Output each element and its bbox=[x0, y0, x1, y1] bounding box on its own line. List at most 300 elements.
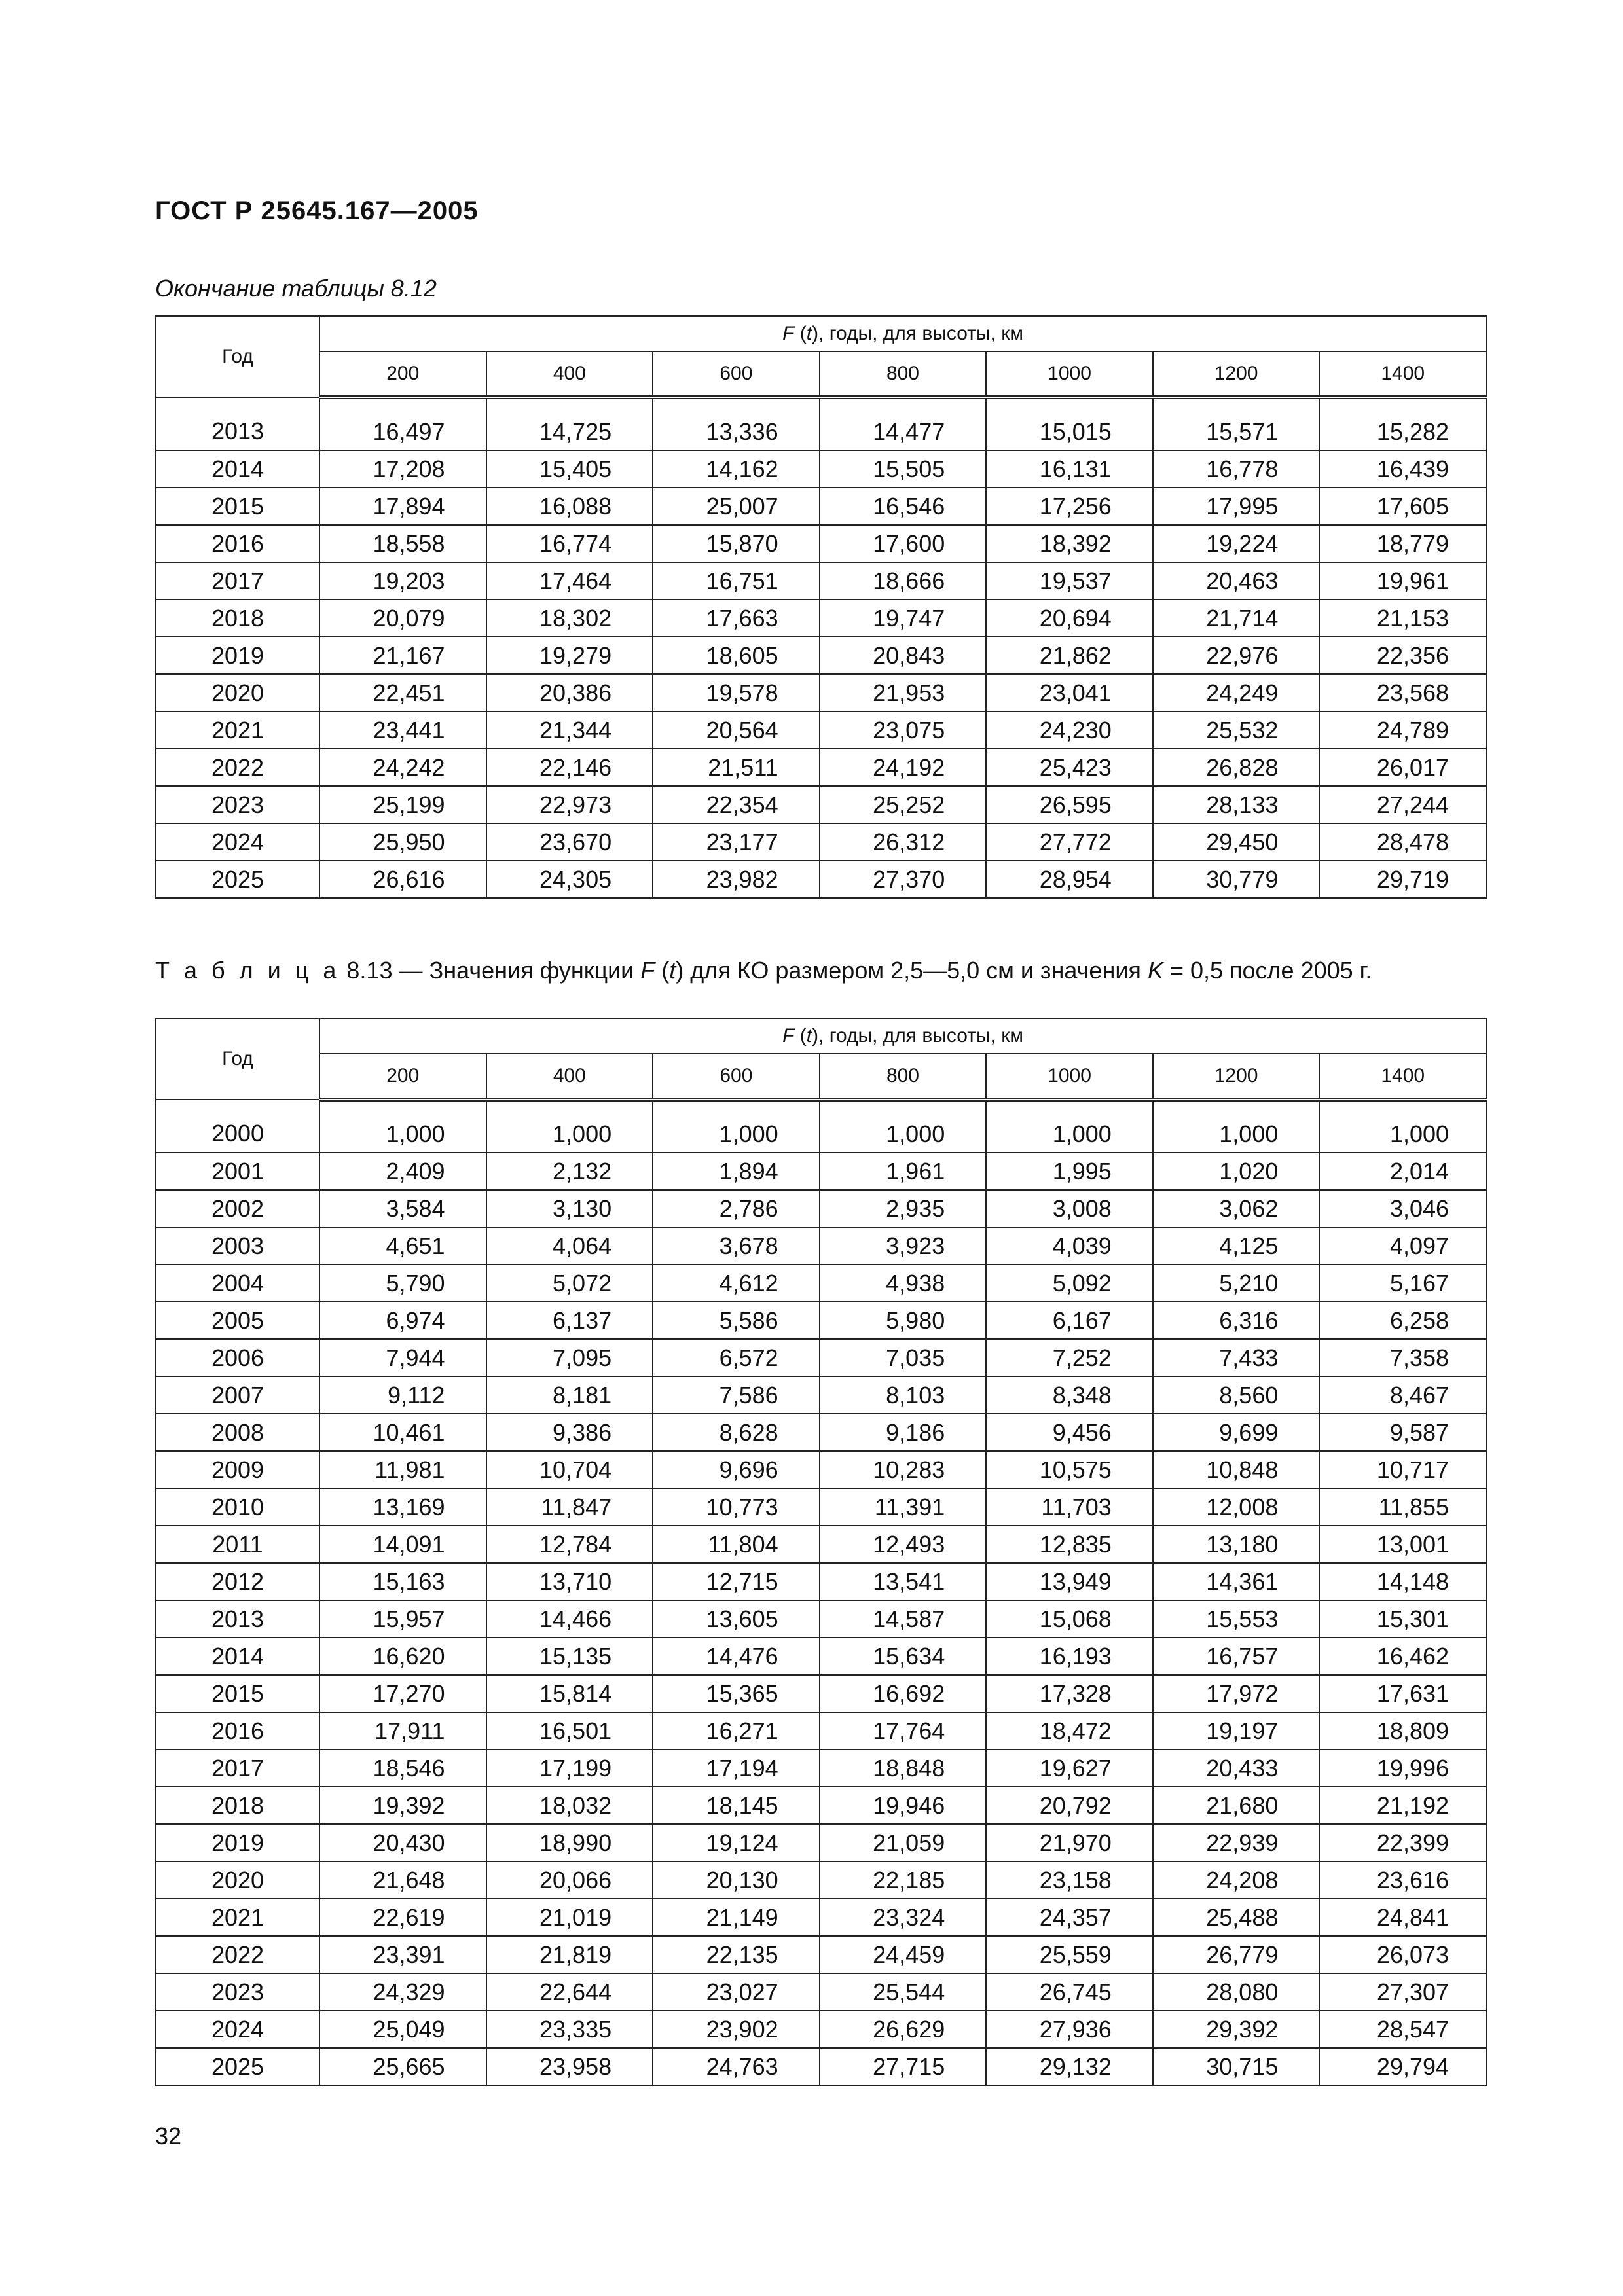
value-cell: 15,301 bbox=[1319, 1600, 1486, 1638]
value-cell: 22,135 bbox=[653, 1936, 820, 1973]
value-cell: 23,441 bbox=[319, 711, 486, 749]
value-cell: 29,392 bbox=[1153, 2011, 1320, 2048]
value-cell: 4,039 bbox=[986, 1227, 1153, 1265]
value-cell: 18,392 bbox=[986, 525, 1153, 562]
table-row bbox=[156, 1153, 1486, 1190]
table-row bbox=[156, 488, 1486, 525]
value-cell: 21,862 bbox=[986, 637, 1153, 674]
value-cell: 25,544 bbox=[820, 1973, 987, 2011]
value-cell: 24,230 bbox=[986, 711, 1153, 749]
value-cell: 20,430 bbox=[319, 1824, 486, 1861]
value-cell: 24,763 bbox=[653, 2048, 820, 2085]
value-cell: 26,073 bbox=[1319, 1936, 1486, 1973]
value-cell: 19,578 bbox=[653, 674, 820, 711]
value-cell: 1,000 bbox=[986, 1100, 1153, 1153]
value-cell: 25,252 bbox=[820, 786, 987, 823]
year-cell: 2000 bbox=[156, 1100, 319, 1153]
value-cell: 23,027 bbox=[653, 1973, 820, 2011]
value-cell: 15,957 bbox=[319, 1600, 486, 1638]
year-cell: 2001 bbox=[156, 1153, 319, 1190]
height-column-header: 800 bbox=[820, 351, 987, 397]
table-8-13-caption bbox=[155, 957, 1372, 984]
year-cell: 2018 bbox=[156, 600, 319, 637]
value-cell: 14,148 bbox=[1319, 1563, 1486, 1600]
value-cell: 15,405 bbox=[486, 450, 653, 488]
value-cell: 14,466 bbox=[486, 1600, 653, 1638]
value-cell: 26,616 bbox=[319, 861, 486, 898]
value-cell: 3,046 bbox=[1319, 1190, 1486, 1227]
value-cell: 19,203 bbox=[319, 562, 486, 600]
year-cell: 2020 bbox=[156, 1861, 319, 1899]
year-cell: 2017 bbox=[156, 562, 319, 600]
year-cell: 2010 bbox=[156, 1488, 319, 1526]
height-column-header: 600 bbox=[653, 1054, 820, 1100]
table-row bbox=[156, 711, 1486, 749]
value-cell: 16,546 bbox=[820, 488, 987, 525]
height-column-header: 400 bbox=[486, 351, 653, 397]
value-cell: 10,717 bbox=[1319, 1451, 1486, 1488]
value-cell: 18,605 bbox=[653, 637, 820, 674]
value-cell: 11,804 bbox=[653, 1526, 820, 1563]
value-cell: 14,361 bbox=[1153, 1563, 1320, 1600]
value-cell: 17,631 bbox=[1319, 1675, 1486, 1712]
value-cell: 20,079 bbox=[319, 600, 486, 637]
value-cell: 12,493 bbox=[820, 1526, 987, 1563]
value-cell: 25,559 bbox=[986, 1936, 1153, 1973]
value-cell: 16,692 bbox=[820, 1675, 987, 1712]
value-cell: 22,399 bbox=[1319, 1824, 1486, 1861]
year-column-header: Год bbox=[156, 316, 319, 397]
value-cell: 18,809 bbox=[1319, 1712, 1486, 1749]
value-cell: 21,648 bbox=[319, 1861, 486, 1899]
value-cell: 15,068 bbox=[986, 1600, 1153, 1638]
value-cell: 23,616 bbox=[1319, 1861, 1486, 1899]
value-cell: 14,477 bbox=[820, 397, 987, 450]
value-cell: 12,715 bbox=[653, 1563, 820, 1600]
value-cell: 16,088 bbox=[486, 488, 653, 525]
value-cell: 17,600 bbox=[820, 525, 987, 562]
value-cell: 1,000 bbox=[319, 1100, 486, 1153]
value-cell: 20,066 bbox=[486, 1861, 653, 1899]
value-cell: 14,476 bbox=[653, 1638, 820, 1675]
year-cell: 2023 bbox=[156, 1973, 319, 2011]
value-cell: 26,017 bbox=[1319, 749, 1486, 786]
height-column-header: 800 bbox=[820, 1054, 987, 1100]
value-cell: 22,451 bbox=[319, 674, 486, 711]
group-column-header bbox=[319, 316, 1486, 351]
value-cell: 17,194 bbox=[653, 1749, 820, 1787]
value-cell: 18,666 bbox=[820, 562, 987, 600]
value-cell: 17,464 bbox=[486, 562, 653, 600]
height-column-header: 200 bbox=[319, 1054, 486, 1100]
value-cell: 3,130 bbox=[486, 1190, 653, 1227]
value-cell: 7,433 bbox=[1153, 1339, 1320, 1376]
value-cell: 15,163 bbox=[319, 1563, 486, 1600]
value-cell: 16,751 bbox=[653, 562, 820, 600]
value-cell: 16,193 bbox=[986, 1638, 1153, 1675]
value-cell: 29,132 bbox=[986, 2048, 1153, 2085]
value-cell: 14,725 bbox=[486, 397, 653, 450]
value-cell: 3,584 bbox=[319, 1190, 486, 1227]
value-cell: 16,439 bbox=[1319, 450, 1486, 488]
value-cell: 21,167 bbox=[319, 637, 486, 674]
value-cell: 15,571 bbox=[1153, 397, 1320, 450]
value-cell: 27,307 bbox=[1319, 1973, 1486, 2011]
year-cell: 2021 bbox=[156, 1899, 319, 1936]
value-cell: 16,462 bbox=[1319, 1638, 1486, 1675]
value-cell: 1,000 bbox=[486, 1100, 653, 1153]
value-cell: 24,357 bbox=[986, 1899, 1153, 1936]
height-column-header: 200 bbox=[319, 351, 486, 397]
table-row bbox=[156, 2048, 1486, 2085]
value-cell: 20,792 bbox=[986, 1787, 1153, 1824]
value-cell: 26,312 bbox=[820, 823, 987, 861]
value-cell: 17,605 bbox=[1319, 488, 1486, 525]
value-cell: 2,935 bbox=[820, 1190, 987, 1227]
value-cell: 16,271 bbox=[653, 1712, 820, 1749]
value-cell: 15,553 bbox=[1153, 1600, 1320, 1638]
table-row bbox=[156, 861, 1486, 898]
value-cell: 15,634 bbox=[820, 1638, 987, 1675]
value-cell: 4,612 bbox=[653, 1265, 820, 1302]
value-cell: 21,714 bbox=[1153, 600, 1320, 637]
year-cell: 2022 bbox=[156, 749, 319, 786]
value-cell: 19,124 bbox=[653, 1824, 820, 1861]
value-cell: 19,627 bbox=[986, 1749, 1153, 1787]
height-column-header: 1400 bbox=[1319, 351, 1486, 397]
year-cell: 2016 bbox=[156, 525, 319, 562]
height-column-header: 1000 bbox=[986, 1054, 1153, 1100]
value-cell: 23,075 bbox=[820, 711, 987, 749]
table-row bbox=[156, 823, 1486, 861]
value-cell: 28,954 bbox=[986, 861, 1153, 898]
value-cell: 20,843 bbox=[820, 637, 987, 674]
year-cell: 2007 bbox=[156, 1376, 319, 1414]
document-header: ГОСТ Р 25645.167—2005 bbox=[155, 196, 479, 225]
year-cell: 2021 bbox=[156, 711, 319, 749]
table-row bbox=[156, 1861, 1486, 1899]
table-row bbox=[156, 749, 1486, 786]
value-cell: 25,423 bbox=[986, 749, 1153, 786]
table-row bbox=[156, 1451, 1486, 1488]
value-cell: 26,828 bbox=[1153, 749, 1320, 786]
table-row bbox=[156, 1302, 1486, 1339]
year-cell: 2022 bbox=[156, 1936, 319, 1973]
value-cell: 13,541 bbox=[820, 1563, 987, 1600]
group-header-text: F (t), годы, для высоты, км bbox=[782, 323, 1023, 344]
height-column-header: 1400 bbox=[1319, 1054, 1486, 1100]
table-row bbox=[156, 1265, 1486, 1302]
value-cell: 25,950 bbox=[319, 823, 486, 861]
value-cell: 13,710 bbox=[486, 1563, 653, 1600]
table-8-13-body bbox=[156, 1100, 1486, 2085]
table-row bbox=[156, 525, 1486, 562]
value-cell: 23,958 bbox=[486, 2048, 653, 2085]
value-cell: 5,167 bbox=[1319, 1265, 1486, 1302]
table-8-12-caption: Окончание таблицы 8.12 bbox=[155, 275, 437, 302]
value-cell: 6,167 bbox=[986, 1302, 1153, 1339]
value-cell: 4,651 bbox=[319, 1227, 486, 1265]
value-cell: 11,391 bbox=[820, 1488, 987, 1526]
value-cell: 22,644 bbox=[486, 1973, 653, 2011]
value-cell: 28,080 bbox=[1153, 1973, 1320, 2011]
year-cell: 2005 bbox=[156, 1302, 319, 1339]
value-cell: 18,546 bbox=[319, 1749, 486, 1787]
value-cell: 7,252 bbox=[986, 1339, 1153, 1376]
value-cell: 7,944 bbox=[319, 1339, 486, 1376]
value-cell: 17,256 bbox=[986, 488, 1153, 525]
value-cell: 8,348 bbox=[986, 1376, 1153, 1414]
year-cell: 2015 bbox=[156, 488, 319, 525]
value-cell: 18,990 bbox=[486, 1824, 653, 1861]
value-cell: 18,145 bbox=[653, 1787, 820, 1824]
value-cell: 1,894 bbox=[653, 1153, 820, 1190]
value-cell: 1,961 bbox=[820, 1153, 987, 1190]
value-cell: 9,456 bbox=[986, 1414, 1153, 1451]
year-cell: 2003 bbox=[156, 1227, 319, 1265]
value-cell: 26,595 bbox=[986, 786, 1153, 823]
value-cell: 8,467 bbox=[1319, 1376, 1486, 1414]
value-cell: 17,972 bbox=[1153, 1675, 1320, 1712]
value-cell: 24,841 bbox=[1319, 1899, 1486, 1936]
value-cell: 24,459 bbox=[820, 1936, 987, 1973]
value-cell: 22,976 bbox=[1153, 637, 1320, 674]
table-row bbox=[156, 637, 1486, 674]
value-cell: 20,564 bbox=[653, 711, 820, 749]
value-cell: 21,511 bbox=[653, 749, 820, 786]
table-row bbox=[156, 2011, 1486, 2048]
value-cell: 20,130 bbox=[653, 1861, 820, 1899]
value-cell: 13,001 bbox=[1319, 1526, 1486, 1563]
value-cell: 17,663 bbox=[653, 600, 820, 637]
value-cell: 30,715 bbox=[1153, 2048, 1320, 2085]
value-cell: 25,007 bbox=[653, 488, 820, 525]
value-cell: 7,035 bbox=[820, 1339, 987, 1376]
group-header-text: F (t), годы, для высоты, км bbox=[782, 1025, 1023, 1047]
value-cell: 23,902 bbox=[653, 2011, 820, 2048]
value-cell: 24,305 bbox=[486, 861, 653, 898]
value-cell: 27,370 bbox=[820, 861, 987, 898]
value-cell: 13,336 bbox=[653, 397, 820, 450]
value-cell: 20,463 bbox=[1153, 562, 1320, 600]
value-cell: 7,358 bbox=[1319, 1339, 1486, 1376]
value-cell: 9,696 bbox=[653, 1451, 820, 1488]
caption-text: 8.13 — Значения функции F (t) для КО размером 2,5—5,0 см и значения K = 0,5 после 2005 г. bbox=[340, 957, 1372, 984]
value-cell: 8,560 bbox=[1153, 1376, 1320, 1414]
table-row bbox=[156, 1600, 1486, 1638]
value-cell: 19,946 bbox=[820, 1787, 987, 1824]
value-cell: 1,000 bbox=[653, 1100, 820, 1153]
value-cell: 19,279 bbox=[486, 637, 653, 674]
height-column-header: 600 bbox=[653, 351, 820, 397]
value-cell: 5,072 bbox=[486, 1265, 653, 1302]
year-cell: 2004 bbox=[156, 1265, 319, 1302]
value-cell: 21,819 bbox=[486, 1936, 653, 1973]
group-column-header bbox=[319, 1018, 1486, 1054]
value-cell: 15,015 bbox=[986, 397, 1153, 450]
table-row bbox=[156, 1190, 1486, 1227]
value-cell: 21,953 bbox=[820, 674, 987, 711]
value-cell: 1,000 bbox=[1153, 1100, 1320, 1153]
value-cell: 5,980 bbox=[820, 1302, 987, 1339]
value-cell: 21,059 bbox=[820, 1824, 987, 1861]
height-column-header: 400 bbox=[486, 1054, 653, 1100]
value-cell: 26,629 bbox=[820, 2011, 987, 2048]
value-cell: 23,158 bbox=[986, 1861, 1153, 1899]
value-cell: 28,478 bbox=[1319, 823, 1486, 861]
value-cell: 19,537 bbox=[986, 562, 1153, 600]
year-cell: 2008 bbox=[156, 1414, 319, 1451]
table-row bbox=[156, 1227, 1486, 1265]
value-cell: 24,789 bbox=[1319, 711, 1486, 749]
value-cell: 9,386 bbox=[486, 1414, 653, 1451]
value-cell: 4,125 bbox=[1153, 1227, 1320, 1265]
value-cell: 25,488 bbox=[1153, 1899, 1320, 1936]
value-cell: 25,532 bbox=[1153, 711, 1320, 749]
table-row bbox=[156, 600, 1486, 637]
value-cell: 21,192 bbox=[1319, 1787, 1486, 1824]
value-cell: 15,870 bbox=[653, 525, 820, 562]
height-column-header: 1000 bbox=[986, 351, 1153, 397]
value-cell: 29,794 bbox=[1319, 2048, 1486, 2085]
value-cell: 20,433 bbox=[1153, 1749, 1320, 1787]
value-cell: 13,605 bbox=[653, 1600, 820, 1638]
value-cell: 26,745 bbox=[986, 1973, 1153, 2011]
value-cell: 3,062 bbox=[1153, 1190, 1320, 1227]
value-cell: 3,923 bbox=[820, 1227, 987, 1265]
value-cell: 28,547 bbox=[1319, 2011, 1486, 2048]
value-cell: 22,354 bbox=[653, 786, 820, 823]
value-cell: 19,197 bbox=[1153, 1712, 1320, 1749]
value-cell: 10,283 bbox=[820, 1451, 987, 1488]
year-cell: 2024 bbox=[156, 2011, 319, 2048]
year-cell: 2019 bbox=[156, 637, 319, 674]
value-cell: 10,461 bbox=[319, 1414, 486, 1451]
value-cell: 9,112 bbox=[319, 1376, 486, 1414]
table-row bbox=[156, 1675, 1486, 1712]
year-cell: 2024 bbox=[156, 823, 319, 861]
value-cell: 16,497 bbox=[319, 397, 486, 450]
value-cell: 23,041 bbox=[986, 674, 1153, 711]
value-cell: 2,409 bbox=[319, 1153, 486, 1190]
value-cell: 21,019 bbox=[486, 1899, 653, 1936]
value-cell: 29,719 bbox=[1319, 861, 1486, 898]
value-cell: 10,575 bbox=[986, 1451, 1153, 1488]
value-cell: 16,501 bbox=[486, 1712, 653, 1749]
value-cell: 29,450 bbox=[1153, 823, 1320, 861]
value-cell: 24,249 bbox=[1153, 674, 1320, 711]
value-cell: 23,568 bbox=[1319, 674, 1486, 711]
value-cell: 13,180 bbox=[1153, 1526, 1320, 1563]
table-row bbox=[156, 1973, 1486, 2011]
value-cell: 24,208 bbox=[1153, 1861, 1320, 1899]
year-cell: 2020 bbox=[156, 674, 319, 711]
table-row bbox=[156, 450, 1486, 488]
table-row bbox=[156, 1100, 1486, 1153]
value-cell: 24,242 bbox=[319, 749, 486, 786]
value-cell: 17,764 bbox=[820, 1712, 987, 1749]
value-cell: 24,329 bbox=[319, 1973, 486, 2011]
value-cell: 25,199 bbox=[319, 786, 486, 823]
value-cell: 1,995 bbox=[986, 1153, 1153, 1190]
value-cell: 30,779 bbox=[1153, 861, 1320, 898]
year-cell: 2002 bbox=[156, 1190, 319, 1227]
value-cell: 14,162 bbox=[653, 450, 820, 488]
value-cell: 8,103 bbox=[820, 1376, 987, 1414]
value-cell: 16,757 bbox=[1153, 1638, 1320, 1675]
value-cell: 18,848 bbox=[820, 1749, 987, 1787]
value-cell: 14,587 bbox=[820, 1600, 987, 1638]
year-cell: 2016 bbox=[156, 1712, 319, 1749]
table-row bbox=[156, 1899, 1486, 1936]
value-cell: 6,974 bbox=[319, 1302, 486, 1339]
value-cell: 15,505 bbox=[820, 450, 987, 488]
value-cell: 4,064 bbox=[486, 1227, 653, 1265]
value-cell: 1,020 bbox=[1153, 1153, 1320, 1190]
value-cell: 11,855 bbox=[1319, 1488, 1486, 1526]
value-cell: 7,095 bbox=[486, 1339, 653, 1376]
value-cell: 6,137 bbox=[486, 1302, 653, 1339]
value-cell: 11,847 bbox=[486, 1488, 653, 1526]
value-cell: 19,747 bbox=[820, 600, 987, 637]
table-row bbox=[156, 397, 1486, 450]
value-cell: 24,192 bbox=[820, 749, 987, 786]
value-cell: 6,572 bbox=[653, 1339, 820, 1376]
value-cell: 12,008 bbox=[1153, 1488, 1320, 1526]
value-cell: 17,270 bbox=[319, 1675, 486, 1712]
table-row bbox=[156, 1414, 1486, 1451]
year-cell: 2013 bbox=[156, 1600, 319, 1638]
value-cell: 19,392 bbox=[319, 1787, 486, 1824]
value-cell: 22,619 bbox=[319, 1899, 486, 1936]
value-cell: 27,715 bbox=[820, 2048, 987, 2085]
height-column-header: 1200 bbox=[1153, 1054, 1320, 1100]
value-cell: 16,620 bbox=[319, 1638, 486, 1675]
value-cell: 22,185 bbox=[820, 1861, 987, 1899]
value-cell: 23,324 bbox=[820, 1899, 987, 1936]
value-cell: 23,391 bbox=[319, 1936, 486, 1973]
year-cell: 2019 bbox=[156, 1824, 319, 1861]
value-cell: 23,335 bbox=[486, 2011, 653, 2048]
value-cell: 20,694 bbox=[986, 600, 1153, 637]
value-cell: 19,224 bbox=[1153, 525, 1320, 562]
value-cell: 5,210 bbox=[1153, 1265, 1320, 1302]
table-row bbox=[156, 562, 1486, 600]
value-cell: 9,699 bbox=[1153, 1414, 1320, 1451]
value-cell: 10,848 bbox=[1153, 1451, 1320, 1488]
table-row bbox=[156, 674, 1486, 711]
value-cell: 16,778 bbox=[1153, 450, 1320, 488]
value-cell: 18,032 bbox=[486, 1787, 653, 1824]
value-cell: 22,939 bbox=[1153, 1824, 1320, 1861]
value-cell: 27,244 bbox=[1319, 786, 1486, 823]
value-cell: 23,982 bbox=[653, 861, 820, 898]
value-cell: 22,973 bbox=[486, 786, 653, 823]
value-cell: 2,014 bbox=[1319, 1153, 1486, 1190]
value-cell: 21,149 bbox=[653, 1899, 820, 1936]
value-cell: 15,814 bbox=[486, 1675, 653, 1712]
table-row bbox=[156, 1563, 1486, 1600]
year-cell: 2014 bbox=[156, 1638, 319, 1675]
value-cell: 21,970 bbox=[986, 1824, 1153, 1861]
value-cell: 5,092 bbox=[986, 1265, 1153, 1302]
value-cell: 3,008 bbox=[986, 1190, 1153, 1227]
year-column-header: Год bbox=[156, 1018, 319, 1100]
value-cell: 5,790 bbox=[319, 1265, 486, 1302]
value-cell: 19,996 bbox=[1319, 1749, 1486, 1787]
value-cell: 17,894 bbox=[319, 488, 486, 525]
table-row bbox=[156, 1488, 1486, 1526]
